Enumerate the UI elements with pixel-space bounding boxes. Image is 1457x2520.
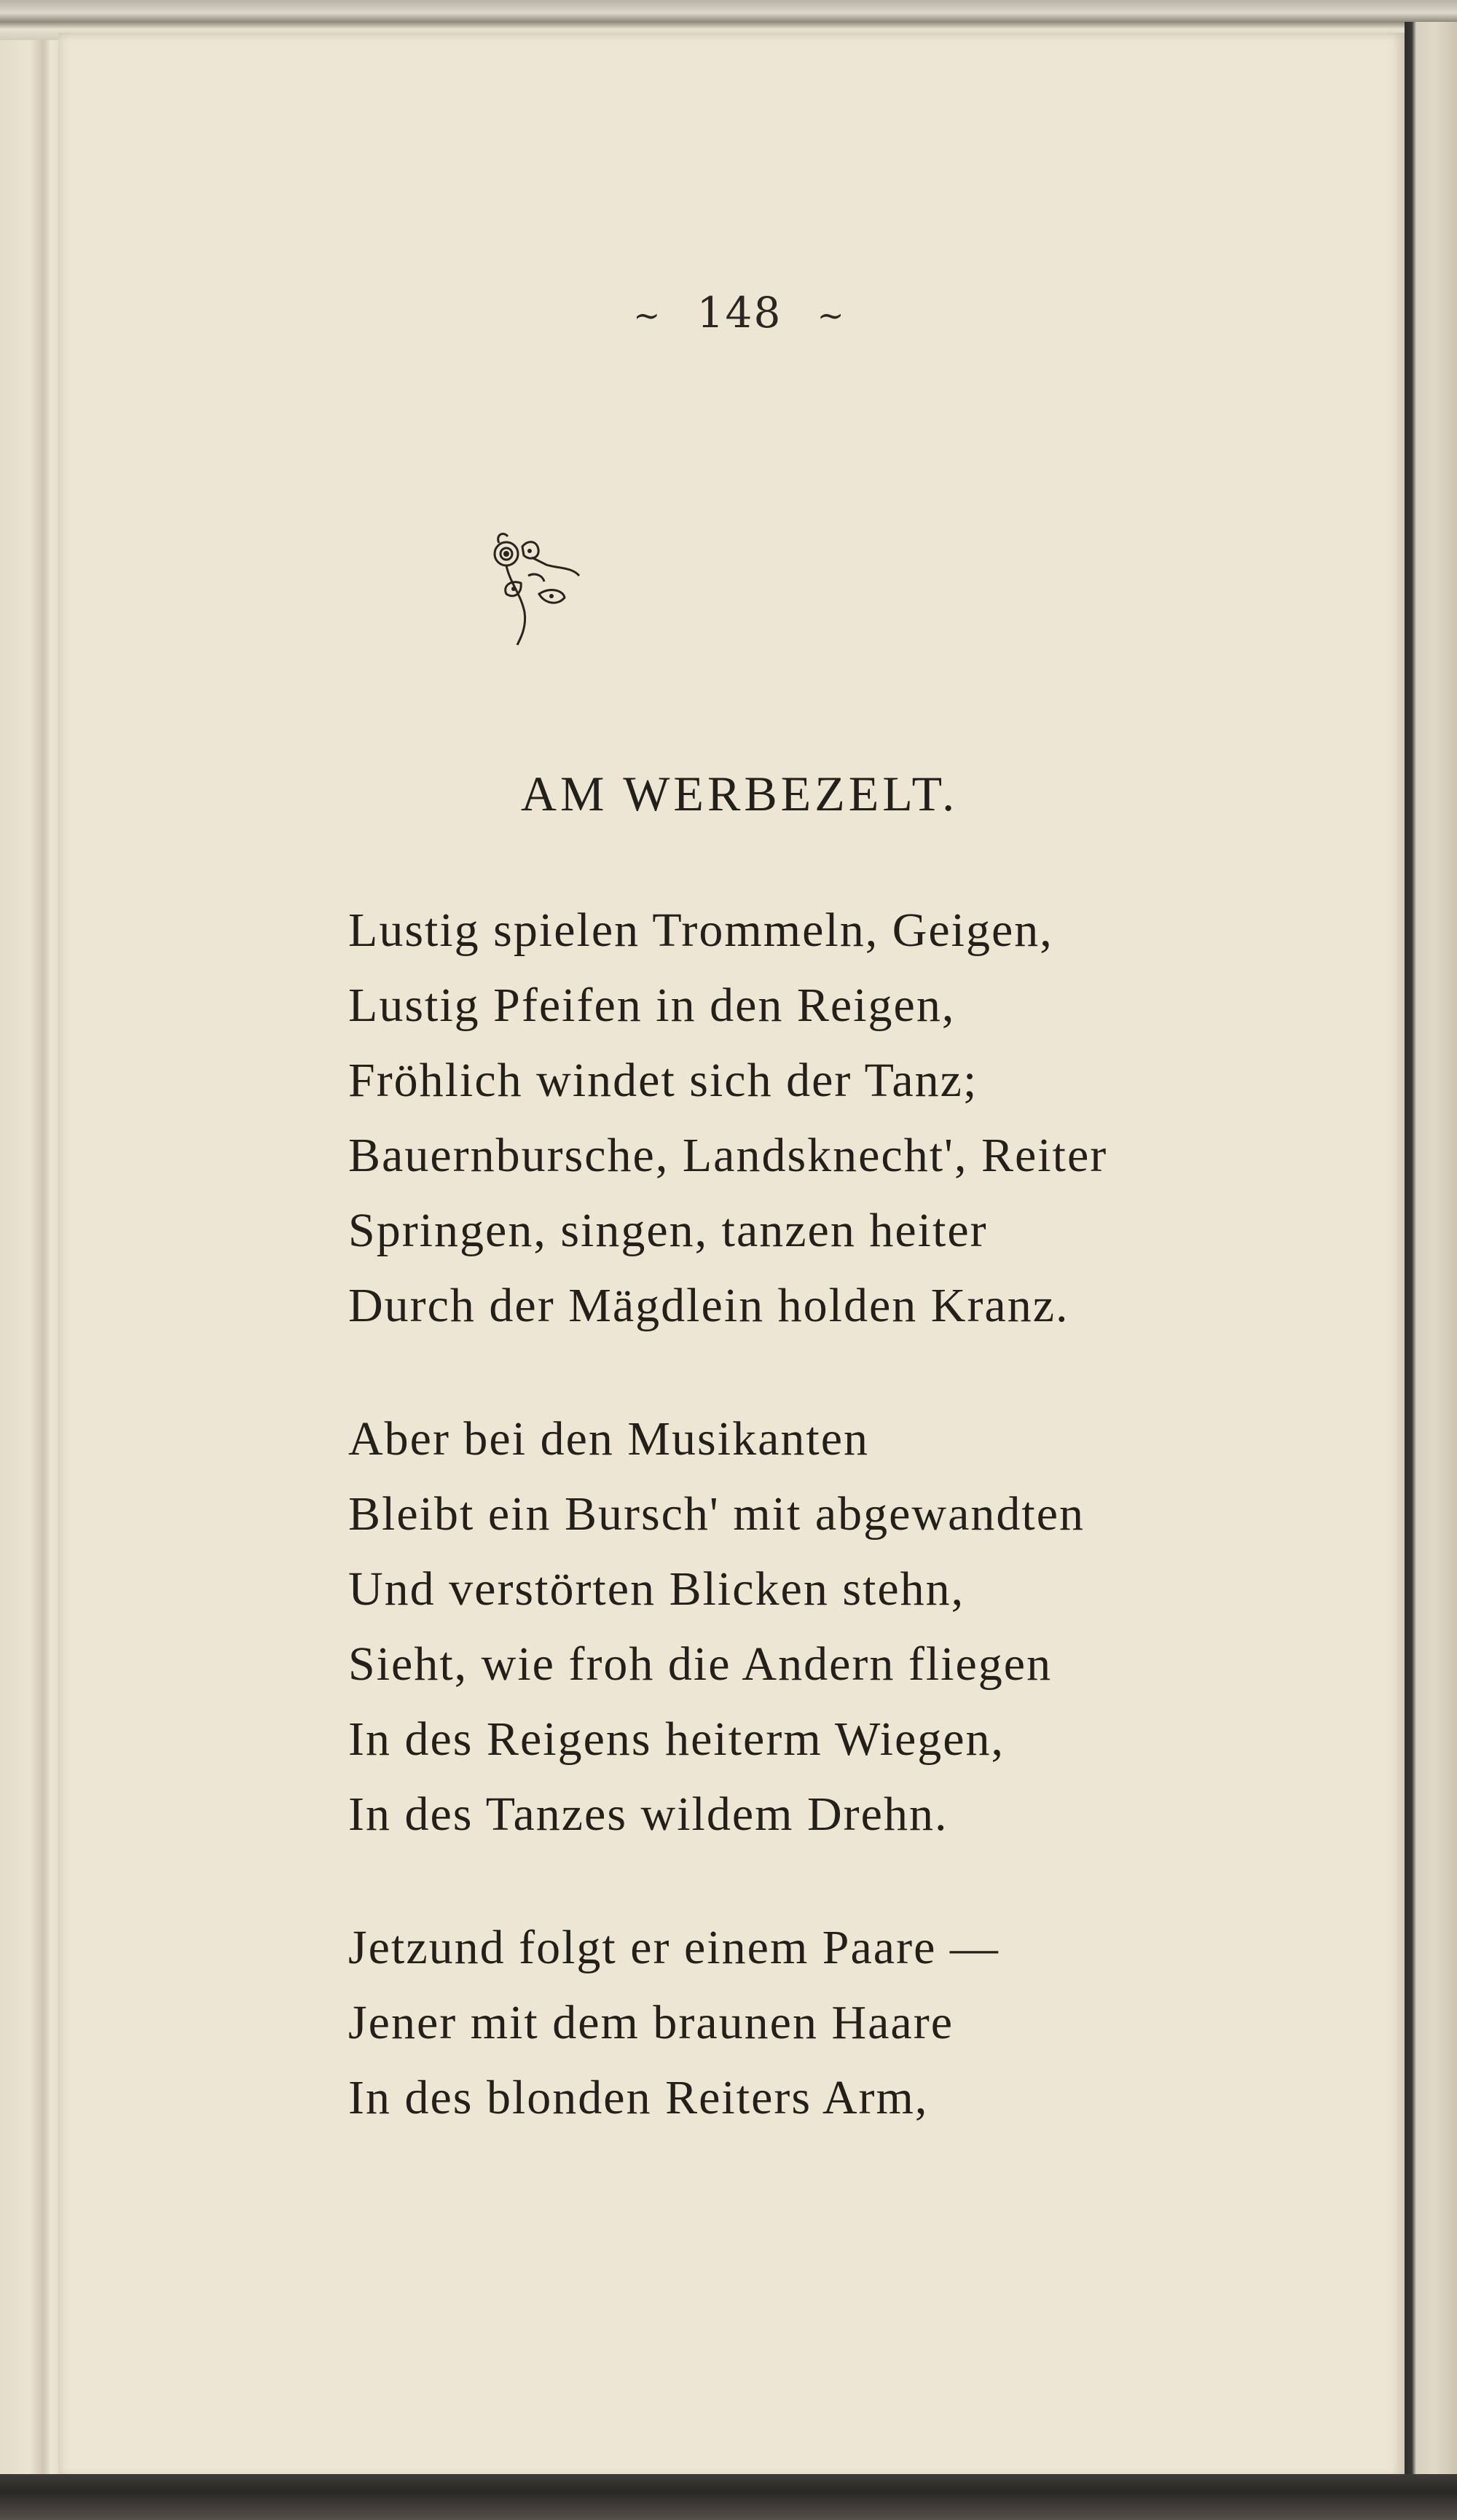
book-bottom-edge (0, 2474, 1457, 2520)
right-flourish-icon: ~ (817, 297, 846, 335)
poem-line: Durch der Mägdlein holden Kranz. (348, 1279, 1069, 1332)
poem-line: Lustig Pfeifen in den Reigen, (348, 979, 956, 1032)
poem-body (348, 893, 1295, 2135)
poem-line: Jener mit dem braunen Haare (348, 1996, 954, 2049)
right-page-edge (1405, 22, 1457, 2478)
stanza (348, 1910, 1295, 2135)
floral-vignette-icon (477, 525, 601, 649)
poem-line: Bleibt ein Bursch' mit abgewandten (348, 1487, 1085, 1541)
poem-line: Und verstörten Blicken stehn, (348, 1562, 965, 1616)
stanza (348, 893, 1295, 1343)
poem-line: Aber bei den Musikanten (348, 1412, 869, 1466)
left-flourish-icon: ~ (633, 297, 662, 335)
left-page-edge (0, 40, 58, 2474)
poem-line: Fröhlich windet sich der Tanz; (348, 1054, 978, 1107)
poem-line: In des blonden Reiters Arm, (348, 2071, 929, 2124)
page-number: 148 (696, 288, 782, 337)
poem-title: AM WERBEZELT. (520, 766, 959, 821)
poem-line: Lustig spielen Trommeln, Geigen, (348, 904, 1053, 957)
poem-line: Jetzund folgt er einem Paare — (348, 1921, 1000, 1974)
poem-line: In des Tanzes wildem Drehn. (348, 1788, 949, 1841)
poem-line: Springen, singen, tanzen heiter (348, 1204, 988, 1257)
poem-line: Sieht, wie froh die Andern fliegen (348, 1637, 1053, 1691)
poem-line: In des Reigens heiterm Wiegen, (348, 1713, 1005, 1766)
poem-line: Bauernbursche, Landsknecht', Reiter (348, 1129, 1108, 1182)
stanza (348, 1401, 1295, 1852)
page-number-header (0, 288, 1457, 337)
